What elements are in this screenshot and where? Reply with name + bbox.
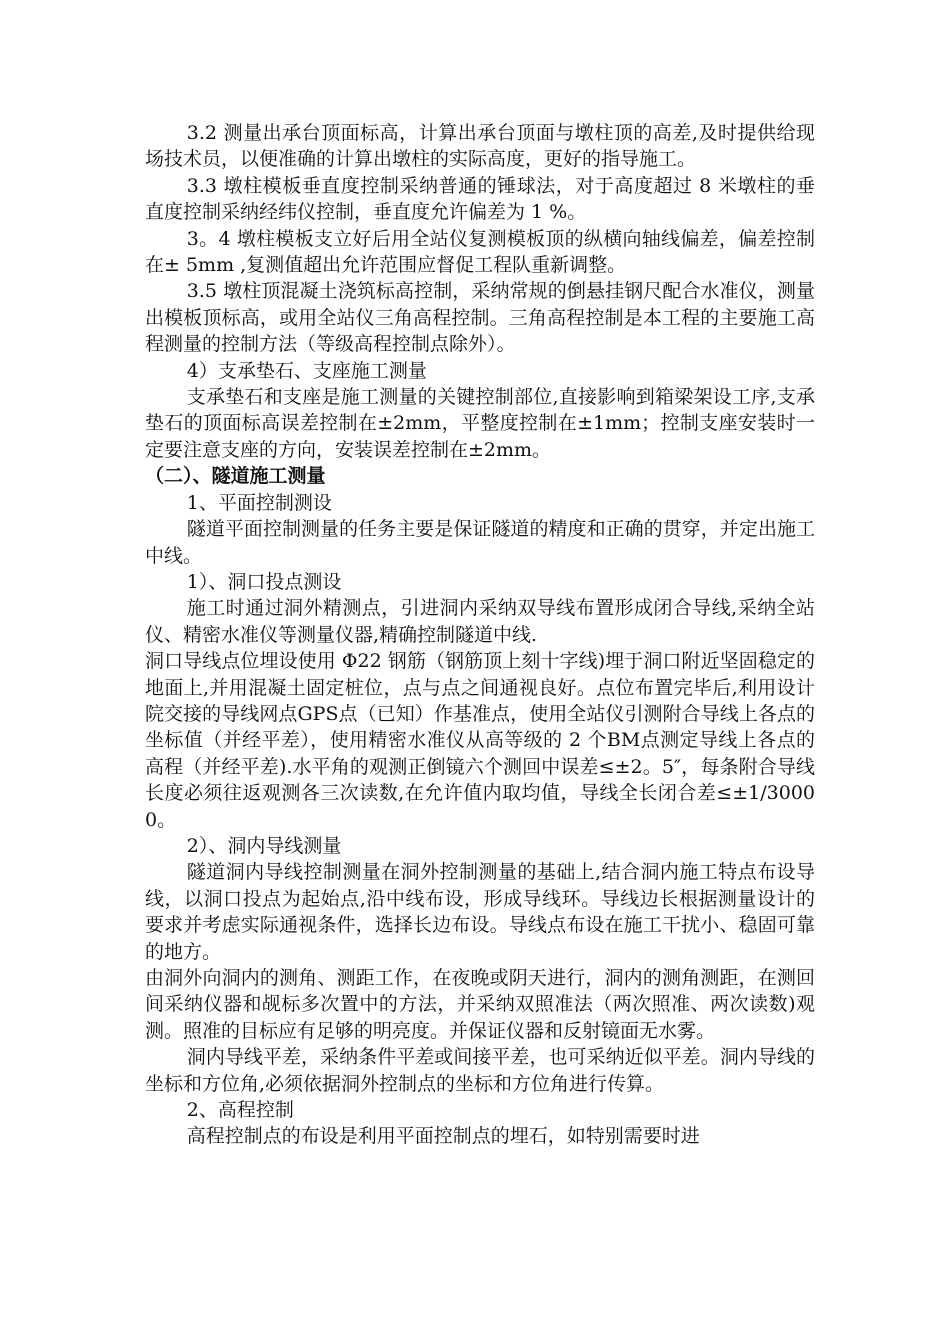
subheading-portal-point: 1）、洞口投点测设 — [186, 570, 342, 593]
paragraph-3-5: 3.5 墩柱顶混凝土浇筑标高控制，采纳常规的倒悬挂钢尺配合水准仪，测量出模板顶标高，或用全站仪三角高程控制。三角高程控制是本工程的主要施工高程测量的控制方法（等级高程控制点除外）。 — [145, 280, 815, 356]
paragraph-portal-construction: 施工时通过洞外精测点，引进洞内采纳双导线布置形成闭合导线,采纳全站仪、精密水准仪等测量仪器,精确控制隧道中线. — [145, 597, 815, 646]
paragraph-3-4: 3。4 墩柱模板支立好后用全站仪复测模板顶的纵横向轴线偏差，偏差控制在± 5mm ,复测值超出允许范围应督促工程队重新调整。 — [145, 227, 815, 277]
document-page — [145, 120, 815, 1150]
paragraph-elevation-control: 高程控制点的布设是利用平面控制点的埋石，如特别需要时进 — [186, 1125, 700, 1148]
paragraph-portal-traverse: 洞口导线点位埋设使用 Φ22 钢筋（钢筋顶上刻十字线)埋于洞口附近坚固稳定的地面上,并用混凝土固定桩位，点与点之间通视良好。点位布置完毕后,利用设计院交接的导线网点GPS点（已知）作基准点，使用全站仪引测附合导线上各点的坐标值（并经平差），使用精密水准仪从高等级的 2 个BM点测定导线上各点的高程（并经平差).水平角的观测正倒镜六个测回中误差≤±2。5″，每条附合导线长度必须往返观测各三次读数,在允许值内取均值，导线全长闭合差≤±1/30000。 — [145, 650, 815, 831]
subheading-bearing-pad-survey: 4）支承垫石、支座施工测量 — [186, 359, 427, 382]
paragraph-3-3: 3.3 墩柱模板垂直度控制采纳普通的锤球法，对于高度超过 8 米墩柱的垂直度控制采纳经纬仪控制，垂直度允许偏差为 1 %。 — [145, 174, 815, 224]
subheading-elevation-control: 2、高程控制 — [186, 1099, 294, 1122]
paragraph-plane-control: 隧道平面控制测量的任务主要是保证隧道的精度和正确的贯穿，并定出施工中线。 — [145, 518, 815, 567]
subheading-tunnel-traverse: 2）、洞内导线测量 — [186, 834, 342, 857]
paragraph-3-2: 3.2 测量出承台顶面标高，计算出承台顶面与墩柱顶的高差,及时提供给现场技术员，以便准确的计算出墩柱的实际高度，更好的指导施工。 — [145, 122, 815, 171]
paragraph-angle-distance: 由洞外向洞内的测角、测距工作，在夜晚或阴天进行，洞内的测角测距，在测回间采纳仪器和觇标多次置中的方法，并采纳双照准法（两次照准、两次读数)观测。照准的目标应有足够的明亮度。并保证仪器和反射镜面无水雾。 — [145, 967, 815, 1042]
section-heading-tunnel-survey: （二）、隧道施工测量 — [145, 465, 326, 488]
paragraph-bearing-pad: 支承垫石和支座是施工测量的关键控制部位,直接影响到箱梁架设工序,支承垫石的顶面标高误差控制在±2mm，平整度控制在±1mm；控制支座安装时一定要注意支座的方向，安装误差控制在±2mm。 — [145, 386, 815, 461]
paragraph-adjustment: 洞内导线平差，采纳条件平差或间接平差，也可采纳近似平差。洞内导线的坐标和方位角,必须依据洞外控制点的坐标和方位角进行传算。 — [145, 1046, 815, 1095]
subheading-plane-control: 1、平面控制测设 — [186, 491, 332, 514]
paragraph-tunnel-traverse: 隧道洞内导线控制测量在洞外控制测量的基础上,结合洞内施工特点布设导线，以洞口投点为起始点,沿中线布设，形成导线环。导线边长根据测量设计的要求并考虑实际通视条件，选择长边布设。导线点布设在施工干扰小、稳固可靠的地方。 — [145, 861, 815, 963]
